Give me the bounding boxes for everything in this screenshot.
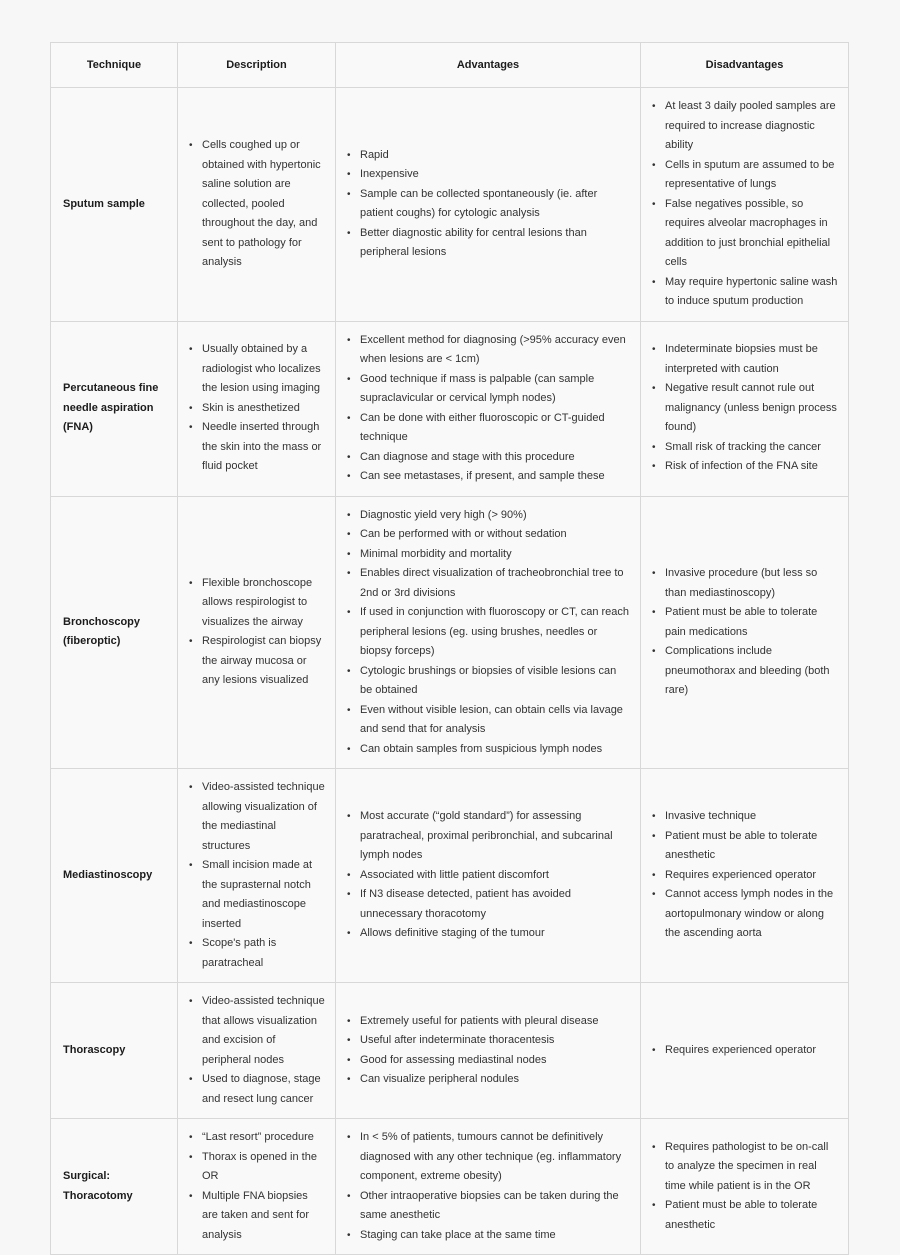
list-item: • Cytologic brushings or biopsies of visible lesions can be obtained	[345, 662, 631, 701]
list-item: • Needle inserted through the skin into the mass or fluid pocket	[187, 418, 326, 477]
list-item: • Patient must be able to tolerate pain medications	[650, 603, 839, 642]
list-item: • Video-assisted technique allowing visualization of the mediastinal structures	[187, 778, 326, 856]
advantages-cell	[336, 769, 641, 983]
advantages-cell	[336, 1119, 641, 1255]
list-item: • Even without visible lesion, can obtain cells via lavage and send that for analysis	[345, 701, 631, 740]
list-item: • Invasive technique	[650, 807, 839, 827]
list-item: • Associated with little patient discomfort	[345, 866, 631, 886]
description-list	[187, 340, 326, 477]
list-item: • Allows definitive staging of the tumour	[345, 924, 631, 944]
table-row	[51, 321, 849, 496]
list-item: • Can obtain samples from suspicious lymph nodes	[345, 740, 631, 760]
list-item: • Other intraoperative biopsies can be taken during the same anesthetic	[345, 1187, 631, 1226]
technique-cell: Mediastinoscopy	[51, 769, 178, 983]
list-item: • Sample can be collected spontaneously (ie. after patient coughs) for cytologic analysis	[345, 185, 631, 224]
list-item: • Thorax is opened in the OR	[187, 1148, 326, 1187]
advantages-list	[345, 1012, 631, 1090]
description-cell	[178, 983, 336, 1119]
list-item: • Diagnostic yield very high (> 90%)	[345, 506, 631, 526]
list-item: • Scope's path is paratracheal	[187, 934, 326, 973]
list-item: • Patient must be able to tolerate anesthetic	[650, 827, 839, 866]
list-item: • Requires experienced operator	[650, 1041, 839, 1061]
list-item: • Multiple FNA biopsies are taken and sent for analysis	[187, 1187, 326, 1246]
disadvantages-cell	[641, 496, 849, 769]
list-item: • Requires experienced operator	[650, 866, 839, 886]
disadvantages-list	[650, 1041, 839, 1061]
list-item: • Extremely useful for patients with pleural disease	[345, 1012, 631, 1032]
advantages-cell	[336, 321, 641, 496]
advantages-list	[345, 331, 631, 487]
diagnostic-techniques-table	[50, 42, 849, 1255]
description-list	[187, 136, 326, 273]
list-item: • Good technique if mass is palpable (can sample supraclavicular or cervical lymph nodes)	[345, 370, 631, 409]
description-list	[187, 574, 326, 691]
column-header-disadvantages: Disadvantages	[641, 43, 849, 88]
technique-cell: Percutaneous fine needle aspiration (FNA)	[51, 321, 178, 496]
disadvantages-cell	[641, 321, 849, 496]
list-item: • Better diagnostic ability for central lesions than peripheral lesions	[345, 224, 631, 263]
column-header-description: Description	[178, 43, 336, 88]
advantages-cell	[336, 496, 641, 769]
list-item: • Can see metastases, if present, and sample these	[345, 467, 631, 487]
table-row	[51, 769, 849, 983]
advantages-cell	[336, 88, 641, 322]
document-page	[50, 42, 848, 1255]
disadvantages-cell	[641, 1119, 849, 1255]
description-list	[187, 778, 326, 973]
list-item: • Good for assessing mediastinal nodes	[345, 1051, 631, 1071]
disadvantages-list	[650, 1138, 839, 1236]
description-list	[187, 1128, 326, 1245]
list-item: • Flexible bronchoscope allows respirologist to visualizes the airway	[187, 574, 326, 633]
disadvantages-list	[650, 564, 839, 701]
list-item: • False negatives possible, so requires alveolar macrophages in addition to just bronchial epithelial cells	[650, 195, 839, 273]
list-item: • Small incision made at the suprasternal notch and mediastinoscope inserted	[187, 856, 326, 934]
list-item: • Most accurate (“gold standard”) for assessing paratracheal, proximal peribronchial, and subcarinal lymph nodes	[345, 807, 631, 866]
list-item: • Complications include pneumothorax and bleeding (both rare)	[650, 642, 839, 701]
list-item: • Requires pathologist to be on-call to analyze the specimen in real time while patient is in the OR	[650, 1138, 839, 1197]
list-item: • Rapid	[345, 146, 631, 166]
disadvantages-list	[650, 807, 839, 944]
list-item: • Risk of infection of the FNA site	[650, 457, 839, 477]
table-row	[51, 983, 849, 1119]
advantages-cell	[336, 983, 641, 1119]
disadvantages-cell	[641, 769, 849, 983]
list-item: • Can be performed with or without sedation	[345, 525, 631, 545]
list-item: • If N3 disease detected, patient has avoided unnecessary thoracotomy	[345, 885, 631, 924]
list-item: • Video-assisted technique that allows visualization and excision of peripheral nodes	[187, 992, 326, 1070]
disadvantages-cell	[641, 983, 849, 1119]
list-item: • Excellent method for diagnosing (>95% accuracy even when lesions are < 1cm)	[345, 331, 631, 370]
list-item: • “Last resort” procedure	[187, 1128, 326, 1148]
table-row	[51, 88, 849, 322]
advantages-list	[345, 506, 631, 760]
header-row	[51, 43, 849, 88]
column-header-technique: Technique	[51, 43, 178, 88]
advantages-list	[345, 1128, 631, 1245]
list-item: • Invasive procedure (but less so than mediastinoscopy)	[650, 564, 839, 603]
list-item: • Cells coughed up or obtained with hypertonic saline solution are collected, pooled throughout the day, and sent to pathology for analysis	[187, 136, 326, 273]
description-cell	[178, 321, 336, 496]
description-cell	[178, 769, 336, 983]
list-item: • Negative result cannot rule out malignancy (unless benign process found)	[650, 379, 839, 438]
column-header-advantages: Advantages	[336, 43, 641, 88]
list-item: • May require hypertonic saline wash to induce sputum production	[650, 273, 839, 312]
table-row	[51, 496, 849, 769]
list-item: • Indeterminate biopsies must be interpreted with caution	[650, 340, 839, 379]
list-item: • If used in conjunction with fluoroscopy or CT, can reach peripheral lesions (eg. using brushes, needles or biopsy forceps)	[345, 603, 631, 662]
advantages-list	[345, 146, 631, 263]
technique-cell: Surgical: Thoracotomy	[51, 1119, 178, 1255]
list-item: • Can be done with either fluoroscopic or CT-guided technique	[345, 409, 631, 448]
list-item: • Staging can take place at the same time	[345, 1226, 631, 1246]
list-item: • Can diagnose and stage with this procedure	[345, 448, 631, 468]
disadvantages-list	[650, 340, 839, 477]
description-cell	[178, 88, 336, 322]
list-item: • Used to diagnose, stage and resect lung cancer	[187, 1070, 326, 1109]
list-item: • Respirologist can biopsy the airway mucosa or any lesions visualized	[187, 632, 326, 691]
list-item: • Useful after indeterminate thoracentesis	[345, 1031, 631, 1051]
description-cell	[178, 496, 336, 769]
advantages-list	[345, 807, 631, 944]
list-item: • Cells in sputum are assumed to be representative of lungs	[650, 156, 839, 195]
list-item: • Enables direct visualization of tracheobronchial tree to 2nd or 3rd divisions	[345, 564, 631, 603]
list-item: • Minimal morbidity and mortality	[345, 545, 631, 565]
list-item: • Can visualize peripheral nodules	[345, 1070, 631, 1090]
technique-cell: Bronchoscopy (fiberoptic)	[51, 496, 178, 769]
list-item: • Skin is anesthetized	[187, 399, 326, 419]
description-list	[187, 992, 326, 1109]
technique-cell: Thorascopy	[51, 983, 178, 1119]
disadvantages-cell	[641, 88, 849, 322]
list-item: • Small risk of tracking the cancer	[650, 438, 839, 458]
list-item: • Usually obtained by a radiologist who localizes the lesion using imaging	[187, 340, 326, 399]
list-item: • Inexpensive	[345, 165, 631, 185]
description-cell	[178, 1119, 336, 1255]
list-item: • Patient must be able to tolerate anesthetic	[650, 1196, 839, 1235]
list-item: • In < 5% of patients, tumours cannot be definitively diagnosed with any other technique (eg. inflammatory component, extreme obesity)	[345, 1128, 631, 1187]
technique-cell: Sputum sample	[51, 88, 178, 322]
list-item: • Cannot access lymph nodes in the aortopulmonary window or along the ascending aorta	[650, 885, 839, 944]
table-row	[51, 1119, 849, 1255]
disadvantages-list	[650, 97, 839, 312]
list-item: • At least 3 daily pooled samples are required to increase diagnostic ability	[650, 97, 839, 156]
